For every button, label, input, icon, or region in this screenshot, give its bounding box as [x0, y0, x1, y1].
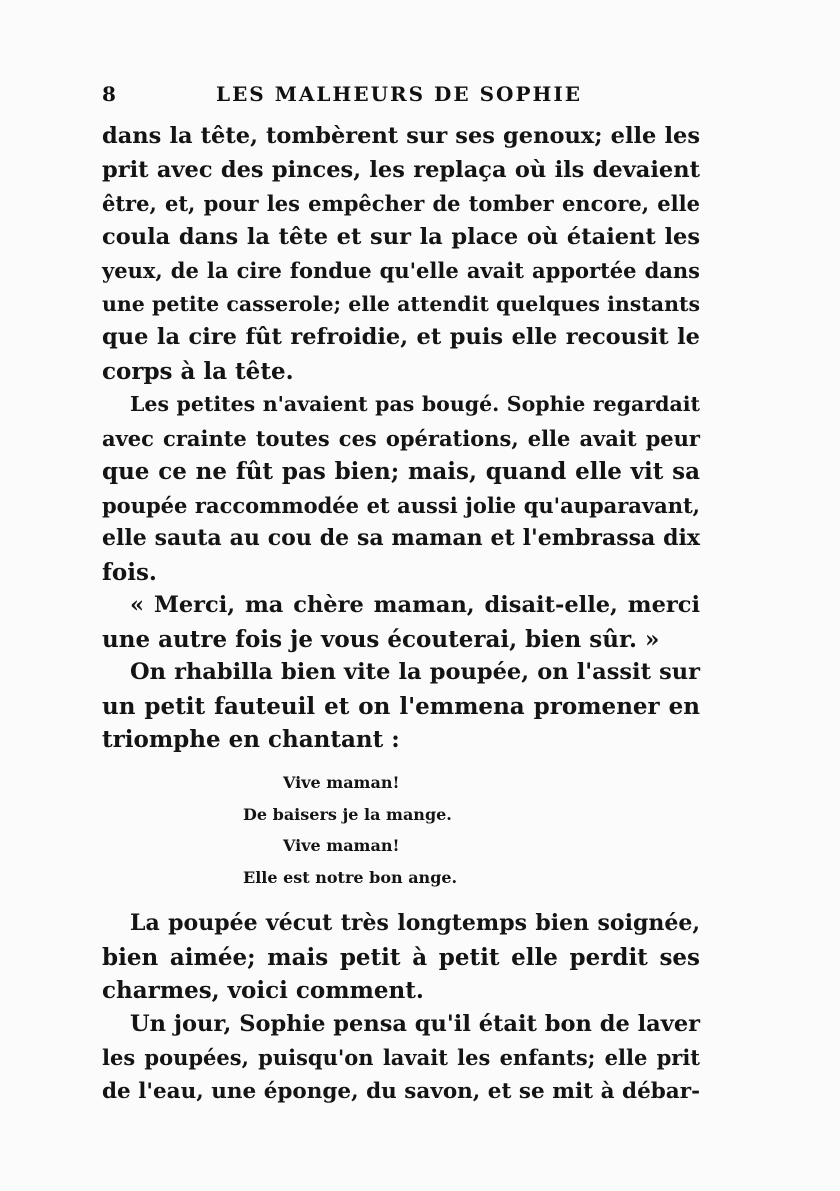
text-line: triomphe en chantant : — [102, 726, 400, 753]
text-line: coula dans la tête et sur la place où étaient les — [102, 223, 700, 250]
text-line: charmes, voici comment. — [102, 977, 424, 1004]
paragraph-1 — [102, 120, 700, 388]
verse-line: Vive maman! — [283, 773, 400, 792]
text-line: avec crainte toutes ces opérations, elle avait peur — [102, 425, 700, 451]
text-line: dans la tête, tombèrent sur ses genoux; elle les — [102, 123, 700, 149]
text-line: poupée raccommodée et aussi jolie qu'auparavant, — [102, 492, 700, 518]
page-number: 8 — [102, 82, 118, 106]
text-line: fois. — [102, 558, 157, 586]
verse-line: Elle est notre bon ange. — [243, 867, 458, 887]
text-line: La poupée vécut très longtemps bien soignée, — [130, 910, 700, 936]
text-line: bien aimée; mais petit à petit elle perdit ses — [102, 943, 700, 971]
text-line: « Merci, ma chère maman, disait-elle, merci — [130, 592, 700, 618]
text-line: elle sauta au cou de sa maman et l'embrassa dix — [102, 525, 700, 551]
text-line: être, et, pour les empêcher de tomber encore, elle — [102, 191, 700, 216]
paragraph-6 — [102, 1008, 700, 1109]
text-line: une autre fois je vous écouterai, bien sûr. » — [102, 625, 660, 653]
verse-line: Vive maman! — [283, 836, 400, 855]
text-line: Les petites n'avaient pas bougé. Sophie regardait — [130, 392, 700, 416]
page-header — [102, 82, 702, 112]
paragraph-5 — [102, 907, 700, 1008]
text-line: prit avec des pinces, les replaça où ils devaient — [102, 156, 700, 183]
text-line: les poupées, puisqu'on lavait les enfants; elle prit — [102, 1045, 700, 1070]
text-line: corps à la tête. — [102, 357, 294, 385]
song-verse — [0, 767, 840, 893]
paragraph-2 — [102, 388, 700, 589]
text-line: que la cire fût refroidie, et puis elle recousit le — [102, 324, 700, 350]
verse-line: De baisers je la mange. — [243, 804, 452, 824]
paragraph-3 — [102, 589, 700, 656]
text-line: Un jour, Sophie pensa qu'il était bon de laver — [130, 1010, 700, 1037]
body-text-bottom — [102, 907, 700, 1108]
text-line: une petite casserole; elle attendit quelques instants — [102, 291, 700, 316]
text-line: On rhabilla bien vite la poupée, on l'assit sur — [130, 659, 700, 685]
text-line: de l'eau, une éponge, du savon, et se mit à débar- — [102, 1078, 700, 1104]
running-title: LES MALHEURS DE SOPHIE — [216, 82, 582, 106]
text-line: yeux, de la cire fondue qu'elle avait apportée dans — [102, 258, 700, 283]
text-line: un petit fauteuil et on l'emmena promener en — [102, 692, 700, 720]
body-text-top — [102, 120, 700, 757]
paragraph-4 — [102, 656, 700, 757]
text-line: que ce ne fût pas bien; mais, quand elle vit sa — [102, 458, 700, 485]
